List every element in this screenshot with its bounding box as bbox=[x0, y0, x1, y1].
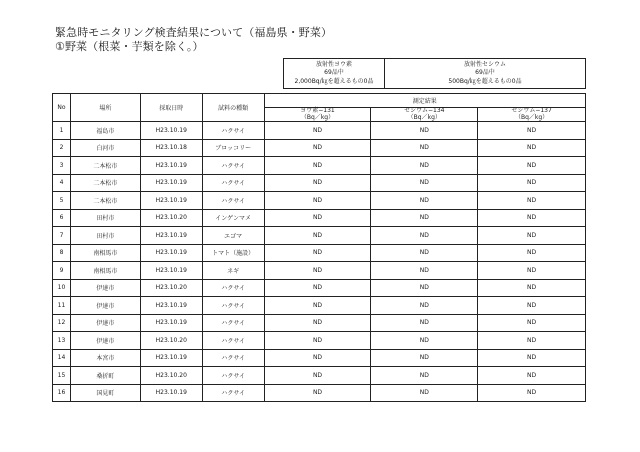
row-no: 2 bbox=[53, 139, 71, 157]
row-cs134: ND bbox=[371, 279, 478, 297]
row-no: 15 bbox=[53, 367, 71, 385]
table-row bbox=[53, 192, 586, 210]
row-item: ハクサイ bbox=[202, 314, 264, 332]
row-i131: ND bbox=[264, 262, 371, 280]
row-place: 南相馬市 bbox=[70, 244, 140, 262]
row-place: 本宮市 bbox=[70, 349, 140, 367]
row-i131: ND bbox=[264, 174, 371, 192]
row-cs134: ND bbox=[371, 174, 478, 192]
row-i131: ND bbox=[264, 227, 371, 245]
row-place: 南相馬市 bbox=[70, 262, 140, 280]
header-place: 場所 bbox=[70, 94, 140, 122]
row-i131: ND bbox=[264, 209, 371, 227]
table-row bbox=[53, 174, 586, 192]
row-place: 桑折町 bbox=[70, 367, 140, 385]
row-cs134: ND bbox=[371, 192, 478, 210]
row-i131: ND bbox=[264, 244, 371, 262]
summary-cesium-count: 69品中 bbox=[475, 69, 495, 77]
row-no: 7 bbox=[53, 227, 71, 245]
header-cs137 bbox=[478, 108, 586, 122]
table-row bbox=[53, 279, 586, 297]
row-cs137: ND bbox=[478, 244, 586, 262]
row-item: ネギ bbox=[202, 262, 264, 280]
row-place: 国見町 bbox=[70, 384, 140, 402]
row-i131: ND bbox=[264, 314, 371, 332]
header-i131-label: ヨウ素−131 bbox=[300, 107, 335, 114]
row-item: ハクサイ bbox=[202, 122, 264, 140]
row-cs137: ND bbox=[478, 262, 586, 280]
header-item: 試料の種類 bbox=[202, 94, 264, 122]
header-no: No bbox=[53, 94, 71, 122]
header-cs137-label: セシウム−137 bbox=[511, 107, 552, 114]
row-cs134: ND bbox=[371, 314, 478, 332]
row-no: 1 bbox=[53, 122, 71, 140]
summary-cesium-threshold: 500Bq/㎏を超えるもの0品 bbox=[448, 77, 522, 85]
row-i131: ND bbox=[264, 157, 371, 175]
row-cs134: ND bbox=[371, 349, 478, 367]
table-row bbox=[53, 227, 586, 245]
row-cs134: ND bbox=[371, 227, 478, 245]
row-date: H23.10.19 bbox=[140, 122, 202, 140]
header-cs134-label: セシウム−134 bbox=[404, 107, 445, 114]
row-item: ハクサイ bbox=[202, 332, 264, 350]
summary-iodine-count: 69品中 bbox=[324, 69, 344, 77]
row-cs137: ND bbox=[478, 157, 586, 175]
row-i131: ND bbox=[264, 279, 371, 297]
row-date: H23.10.19 bbox=[140, 244, 202, 262]
row-item: エゴマ bbox=[202, 227, 264, 245]
row-no: 9 bbox=[53, 262, 71, 280]
row-date: H23.10.19 bbox=[140, 227, 202, 245]
row-cs137: ND bbox=[478, 297, 586, 315]
row-place: 伊達市 bbox=[70, 314, 140, 332]
row-date: H23.10.19 bbox=[140, 192, 202, 210]
row-cs134: ND bbox=[371, 262, 478, 280]
header-cs134 bbox=[371, 108, 478, 122]
row-date: H23.10.20 bbox=[140, 367, 202, 385]
row-cs134: ND bbox=[371, 139, 478, 157]
row-date: H23.10.19 bbox=[140, 349, 202, 367]
row-cs137: ND bbox=[478, 332, 586, 350]
header-cs137-unit: （Bq／kg） bbox=[514, 113, 549, 121]
row-date: H23.10.19 bbox=[140, 174, 202, 192]
row-date: H23.10.19 bbox=[140, 384, 202, 402]
table-row bbox=[53, 332, 586, 350]
document-subtitle: ①野菜（根菜・芋類を除く。） bbox=[55, 40, 204, 53]
row-item: ハクサイ bbox=[202, 157, 264, 175]
summary-iodine-cell bbox=[284, 59, 385, 89]
results-table-body bbox=[53, 122, 586, 402]
table-row bbox=[53, 297, 586, 315]
row-cs134: ND bbox=[371, 297, 478, 315]
row-place: 二本松市 bbox=[70, 192, 140, 210]
row-cs134: ND bbox=[371, 384, 478, 402]
row-cs137: ND bbox=[478, 174, 586, 192]
row-item: ハクサイ bbox=[202, 297, 264, 315]
table-row bbox=[53, 139, 586, 157]
row-item: ハクサイ bbox=[202, 384, 264, 402]
table-row bbox=[53, 349, 586, 367]
row-place: 田村市 bbox=[70, 209, 140, 227]
table-row bbox=[53, 122, 586, 140]
row-date: H23.10.19 bbox=[140, 314, 202, 332]
row-item: インゲンマメ bbox=[202, 209, 264, 227]
row-no: 10 bbox=[53, 279, 71, 297]
row-item: ブロッコリー bbox=[202, 139, 264, 157]
row-no: 14 bbox=[53, 349, 71, 367]
table-row bbox=[53, 314, 586, 332]
row-i131: ND bbox=[264, 384, 371, 402]
row-cs134: ND bbox=[371, 209, 478, 227]
row-date: H23.10.19 bbox=[140, 297, 202, 315]
summary-iodine-label: 放射性ヨウ素 bbox=[315, 60, 352, 68]
row-i131: ND bbox=[264, 349, 371, 367]
row-place: 二本松市 bbox=[70, 157, 140, 175]
row-i131: ND bbox=[264, 192, 371, 210]
row-no: 11 bbox=[53, 297, 71, 315]
row-i131: ND bbox=[264, 139, 371, 157]
row-no: 12 bbox=[53, 314, 71, 332]
row-item: ハクサイ bbox=[202, 349, 264, 367]
row-date: H23.10.20 bbox=[140, 279, 202, 297]
row-i131: ND bbox=[264, 332, 371, 350]
document-title: 緊急時モニタリング検査結果について（福島県・野菜） bbox=[55, 26, 333, 39]
header-i131 bbox=[264, 108, 371, 122]
row-date: H23.10.20 bbox=[140, 209, 202, 227]
row-no: 16 bbox=[53, 384, 71, 402]
row-date: H23.10.19 bbox=[140, 157, 202, 175]
row-cs137: ND bbox=[478, 192, 586, 210]
row-no: 8 bbox=[53, 244, 71, 262]
row-cs134: ND bbox=[371, 367, 478, 385]
row-cs137: ND bbox=[478, 384, 586, 402]
row-date: H23.10.18 bbox=[140, 139, 202, 157]
row-place: 伊達市 bbox=[70, 297, 140, 315]
row-date: H23.10.20 bbox=[140, 332, 202, 350]
row-item: ハクサイ bbox=[202, 174, 264, 192]
row-i131: ND bbox=[264, 367, 371, 385]
row-place: 福島市 bbox=[70, 122, 140, 140]
header-date: 採取日時 bbox=[140, 94, 202, 122]
row-cs134: ND bbox=[371, 332, 478, 350]
header-cs134-unit: （Bq／kg） bbox=[407, 113, 441, 121]
row-place: 伊達市 bbox=[70, 279, 140, 297]
row-no: 13 bbox=[53, 332, 71, 350]
summary-iodine-threshold: 2,000Bq/㎏を超えるもの0品 bbox=[294, 77, 374, 85]
row-date: H23.10.19 bbox=[140, 262, 202, 280]
row-place: 二本松市 bbox=[70, 174, 140, 192]
table-row bbox=[53, 157, 586, 175]
row-no: 6 bbox=[53, 209, 71, 227]
row-cs137: ND bbox=[478, 209, 586, 227]
row-item: トマト（施設） bbox=[202, 244, 264, 262]
row-cs137: ND bbox=[478, 314, 586, 332]
row-place: 田村市 bbox=[70, 227, 140, 245]
row-place: 白河市 bbox=[70, 139, 140, 157]
row-i131: ND bbox=[264, 122, 371, 140]
table-row bbox=[53, 244, 586, 262]
row-cs134: ND bbox=[371, 157, 478, 175]
header-results: 測定結果 bbox=[264, 94, 585, 108]
row-no: 4 bbox=[53, 174, 71, 192]
header-i131-unit: （Bq／kg） bbox=[300, 113, 335, 121]
summary-cesium-label: 放射性セシウム bbox=[464, 60, 506, 68]
row-cs134: ND bbox=[371, 122, 478, 140]
row-item: ハクサイ bbox=[202, 192, 264, 210]
table-row bbox=[53, 384, 586, 402]
row-item: ハクサイ bbox=[202, 367, 264, 385]
row-no: 3 bbox=[53, 157, 71, 175]
row-no: 5 bbox=[53, 192, 71, 210]
row-cs137: ND bbox=[478, 349, 586, 367]
row-cs137: ND bbox=[478, 227, 586, 245]
table-row bbox=[53, 367, 586, 385]
row-cs134: ND bbox=[371, 244, 478, 262]
summary-cesium-cell bbox=[385, 59, 586, 89]
table-row bbox=[53, 262, 586, 280]
summary-table bbox=[283, 58, 586, 89]
row-place: 伊達市 bbox=[70, 332, 140, 350]
row-cs137: ND bbox=[478, 139, 586, 157]
results-table bbox=[52, 93, 586, 402]
row-cs137: ND bbox=[478, 367, 586, 385]
table-row bbox=[53, 209, 586, 227]
row-cs137: ND bbox=[478, 122, 586, 140]
row-i131: ND bbox=[264, 297, 371, 315]
row-cs137: ND bbox=[478, 279, 586, 297]
row-item: ハクサイ bbox=[202, 279, 264, 297]
